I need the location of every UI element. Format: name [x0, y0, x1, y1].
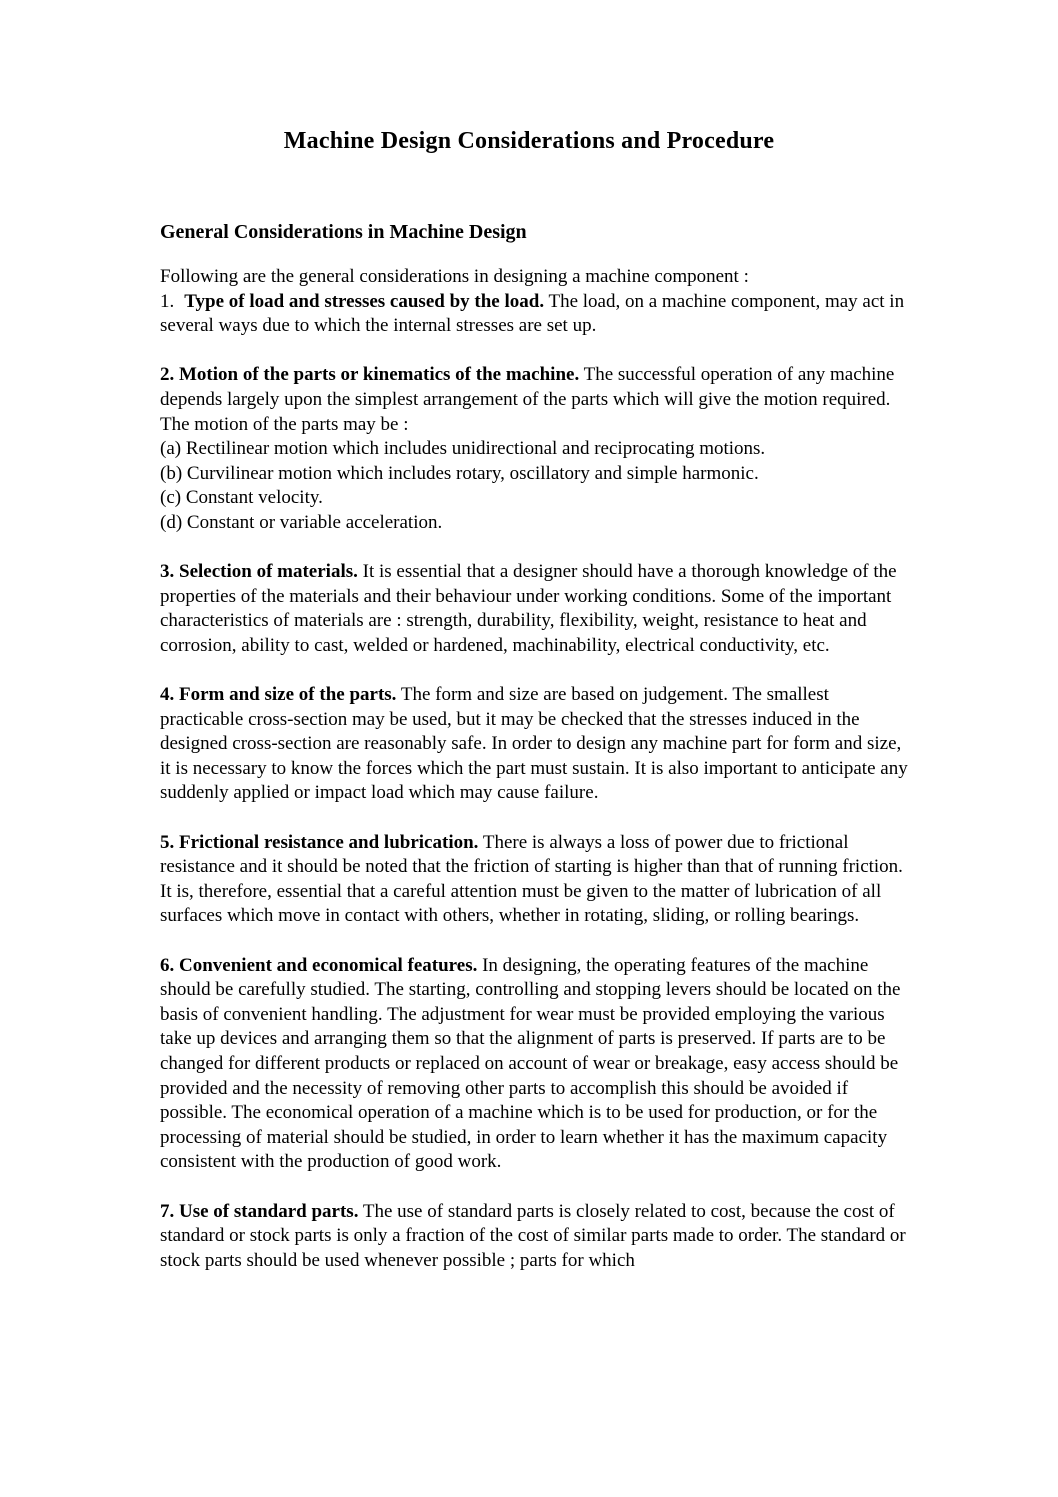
list-line: (d) Constant or variable acceleration.	[160, 511, 443, 533]
section-paragraph	[160, 363, 908, 535]
section-text	[160, 560, 908, 658]
section-body: The successful operation of any machine depends largely upon the simplest arrangement of the parts which will give the motion required. The motion of the parts may be :	[160, 364, 895, 435]
page-title: Machine Design Considerations and Procedure	[283, 128, 775, 154]
section-lead: 2. Motion of the parts or kinematics of the machine.	[160, 364, 580, 386]
list-line: (b) Curvilinear motion which includes rotary, oscillatory and simple harmonic.	[160, 462, 759, 484]
section-lead: 6. Convenient and economical features.	[160, 954, 478, 976]
section-body: It is essential that a designer should have a thorough knowledge of the properties of the materials and their behaviour under working conditions. Some of the important characteristics of materials are : strength, durability, flexibility, weight, resistance to heat and corrosion, ability to cast, welded or hardened, machinability, electrical conductivity, etc.	[160, 561, 897, 656]
section-lead: Type of load and stresses caused by the load.	[184, 290, 545, 312]
section-lead: 3. Selection of materials.	[160, 561, 358, 583]
section-body: There is always a loss of power due to frictional resistance and it should be noted that the friction of starting is higher than that of running friction. It is, therefore, essential that a careful attention must be given to the matter of lubrication of all surfaces which move in contact with others, whether in rotating, sliding, or rolling bearings.	[160, 831, 903, 927]
list-line: (c) Constant velocity.	[160, 487, 323, 509]
section-text	[160, 363, 908, 437]
section-body: The form and size are based on judgement. The smallest practicable cross-section may be used, but it may be checked that the stresses induced in the designed cross-section are reasonably safe. In order to design any machine part for form and size, it is necessary to know the forces which the part must sustain. It is also important to anticipate any suddenly applied or impact load which may cause failure.	[160, 684, 908, 804]
section-paragraph	[160, 683, 908, 806]
section-paragraph	[160, 954, 908, 1175]
section-number: 1.	[160, 290, 175, 312]
section-paragraph	[160, 290, 908, 339]
section-lead: 4. Form and size of the parts.	[160, 684, 397, 706]
section-lead: 5. Frictional resistance and lubrication.	[160, 831, 479, 853]
section-list	[160, 437, 908, 535]
sections	[160, 290, 908, 1274]
section-text	[160, 954, 908, 1175]
section-text	[160, 831, 908, 929]
section-text	[160, 683, 908, 806]
section-text	[160, 290, 908, 339]
document-content	[160, 220, 908, 1273]
section-text	[160, 1200, 908, 1274]
section-body: The load, on a machine component, may act in several ways due to which the internal stresses are set up.	[160, 290, 905, 337]
section-paragraph	[160, 1200, 908, 1274]
section-body: In designing, the operating features of the machine should be carefully studied. The starting, controlling and stopping levers should be located on the basis of convenient handling. The adjustment for wear must be provided employing the various take up devices and arranging them so that the alignment of parts is preserved. If parts are to be changed for different products or replaced on account of wear or breakage, easy access should be provided and the necessity of removing other parts to accomplish this should be avoided if possible. The economical operation of a machine which is to be used for production, or for the processing of material should be studied, in order to learn whether it has the maximum capacity consistent with the production of good work.	[160, 954, 901, 1173]
section-paragraph	[160, 831, 908, 929]
intro-paragraph: Following are the general considerations in designing a machine component :	[160, 266, 749, 287]
section-body: The use of standard parts is closely related to cost, because the cost of standard or stock parts is only a fraction of the cost of similar parts made to order. The standard or stock parts should be used whenever possible ; parts for which	[160, 1200, 906, 1271]
section-paragraph	[160, 560, 908, 658]
section-heading: General Considerations in Machine Design	[160, 221, 527, 243]
section-lead: 7. Use of standard parts.	[160, 1200, 359, 1222]
list-line: (a) Rectilinear motion which includes unidirectional and reciprocating motions.	[160, 438, 766, 460]
